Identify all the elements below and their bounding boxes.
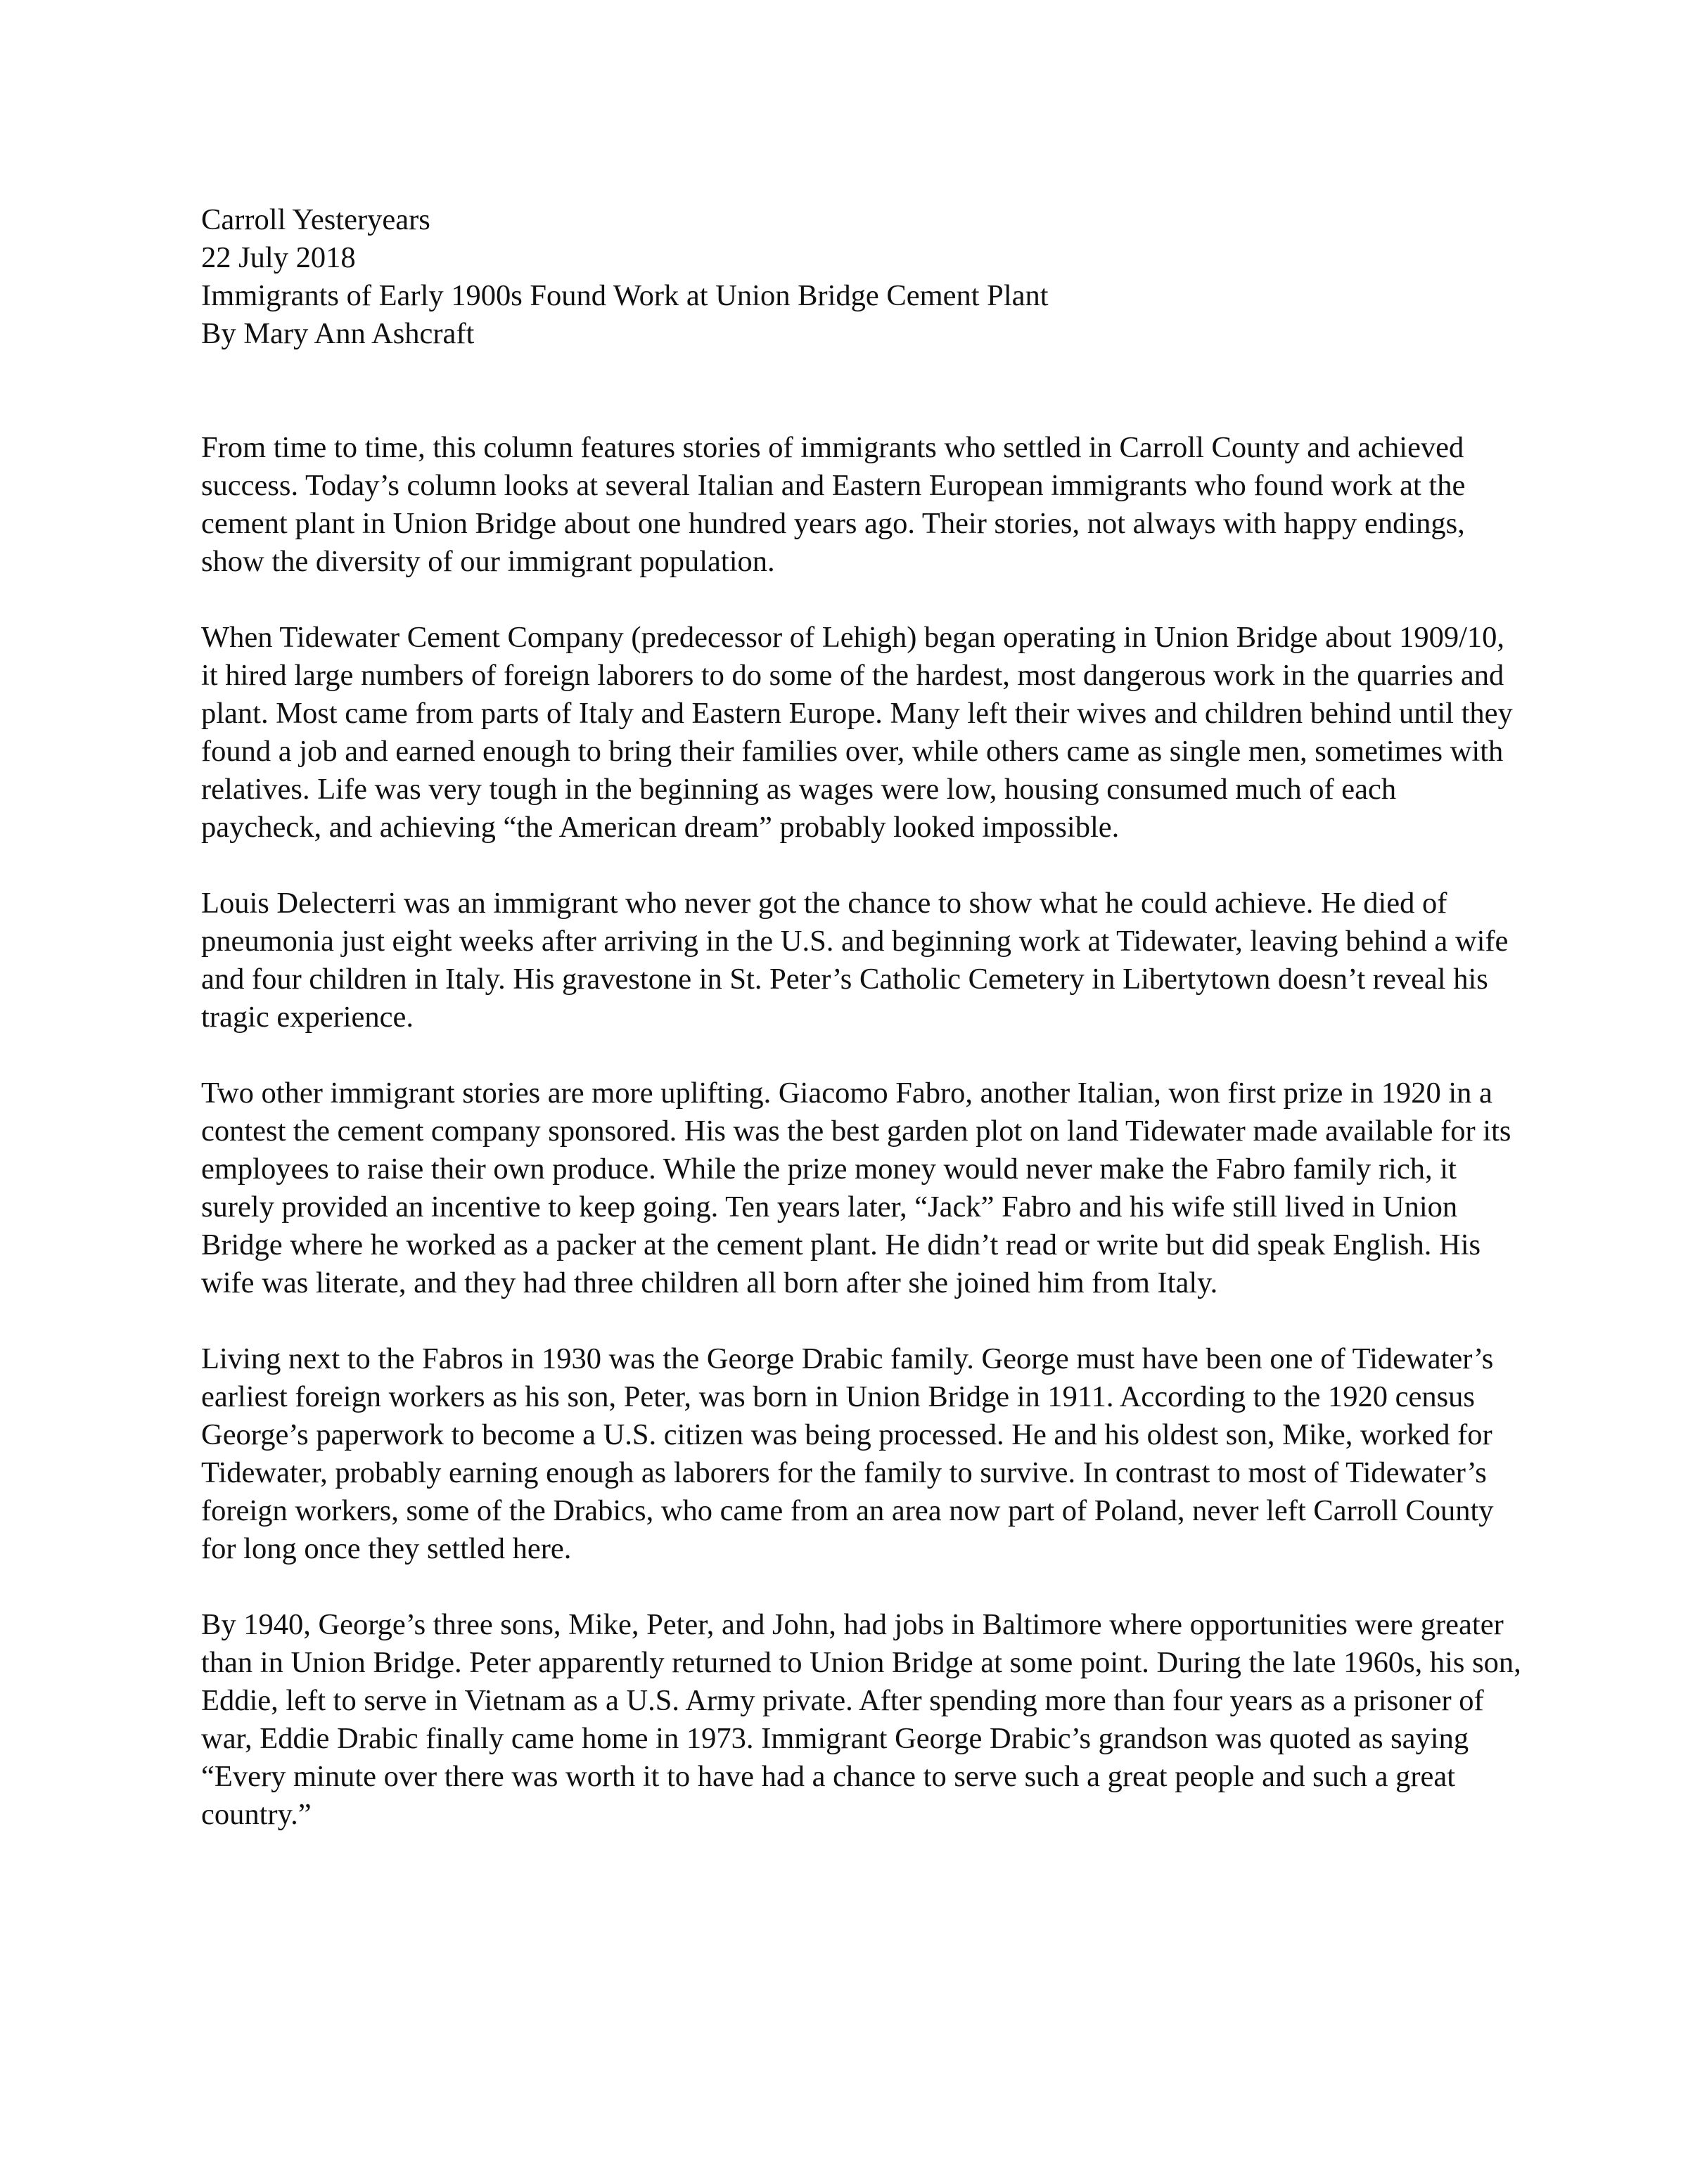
document-page <box>201 201 1523 1834</box>
paragraph: From time to time, this column features stories of immigrants who settled in Carroll County and achieved success. Today’s column looks at several Italian and Eastern European immigrants who found work at the cement plant in Union Bridge about one hundred years ago. Their stories, not always with happy endings, show the diversity of our immigrant population. <box>201 431 1466 578</box>
publication-date: 22 July 2018 <box>201 241 356 274</box>
paragraph: By 1940, George’s three sons, Mike, Peter, and John, had jobs in Baltimore where opportunities were greater than in Union Bridge. Peter apparently returned to Union Bridge at some point. During the late 1960s, his son, Eddie, left to serve in Vietnam as a U.S. Army private. After spending more than four years as a prisoner of war, Eddie Drabic finally came home in 1973. Immigrant George Drabic’s grandson was quoted as saying “Every minute over there was worth it to have had a chance to serve such a great people and such a great country.” <box>201 1608 1521 1831</box>
paragraph: Louis Delecterri was an immigrant who never got the chance to show what he could achieve. He died of pneumonia just eight weeks after arriving in the U.S. and beginning work at Tidewater, leaving behind a wife and four children in Italy. His gravestone in St. Peter’s Catholic Cemetery in Libertytown doesn’t reveal his tragic experience. <box>201 887 1509 1034</box>
paragraph: Living next to the Fabros in 1930 was the George Drabic family. George must have been one of Tidewater’s earliest foreign workers as his son, Peter, was born in Union Bridge in 1911. According to the 1920 census George’s paperwork to become a U.S. citizen was being processed. He and his oldest son, Mike, worked for Tidewater, probably earning enough as laborers for the family to survive. In contrast to most of Tidewater’s foreign workers, some of the Drabics, who came from an area now part of Poland, never left Carroll County for long once they settled here. <box>201 1342 1494 1565</box>
article-body <box>201 429 1523 1834</box>
byline: By Mary Ann Ashcraft <box>201 317 475 350</box>
article-header <box>201 201 1523 353</box>
column-name: Carroll Yesteryears <box>201 203 430 236</box>
paragraph: Two other immigrant stories are more uplifting. Giacomo Fabro, another Italian, won first prize in 1920 in a contest the cement company sponsored. His was the best garden plot on land Tidewater made available for its employees to raise their own produce. While the prize money would never make the Fabro family rich, it surely provided an incentive to keep going. Ten years later, “Jack” Fabro and his wife still lived in Union Bridge where he worked as a packer at the cement plant. He didn’t read or write but did speak English. His wife was literate, and they had three children all born after she joined him from Italy. <box>201 1077 1511 1299</box>
paragraph: When Tidewater Cement Company (predecessor of Lehigh) began operating in Union Bridge about 1909/10, it hired large numbers of foreign laborers to do some of the hardest, most dangerous work in the quarries and plant. Most came from parts of Italy and Eastern Europe. Many left their wives and children behind until they found a job and earned enough to bring their families over, while others came as single men, sometimes with relatives. Life was very tough in the beginning as wages were low, housing consumed much of each paycheck, and achieving “the American dream” probably looked impossible. <box>201 621 1513 844</box>
article-title: Immigrants of Early 1900s Found Work at Union Bridge Cement Plant <box>201 279 1049 312</box>
